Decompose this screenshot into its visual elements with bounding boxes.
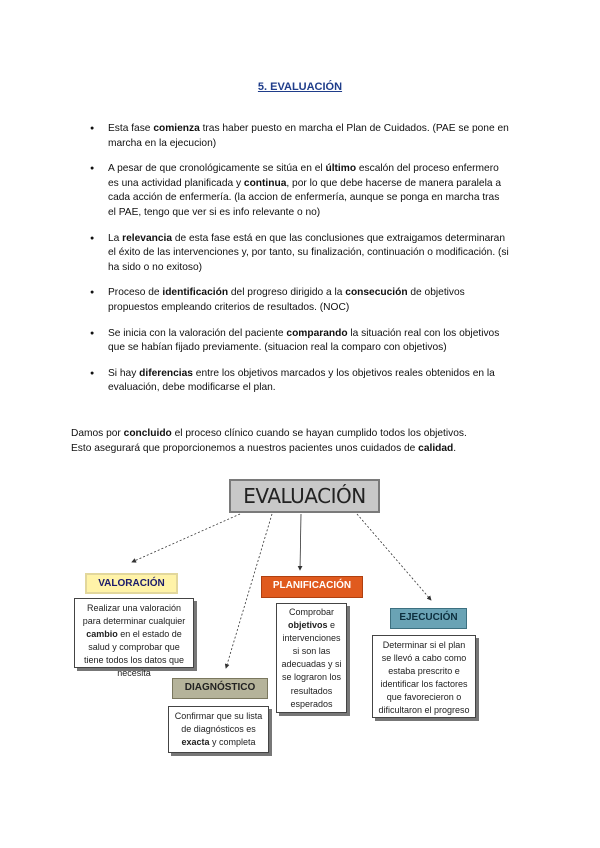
diagnostico-description: Confirmar que su lista de diagnósticos es exacta y completa — [168, 706, 269, 753]
valoracion-label: VALORACIÓN — [85, 573, 178, 594]
bullet-item: ● Proceso de identificación del progreso dirigido a la consecución de objetivos propuestos empleando criterios de resultados. (NOC) — [90, 286, 510, 315]
closing-line-1: Damos por concluido el proceso clínico cuando se hayan cumplido todos los objetivos. — [71, 428, 467, 439]
diagram-main-title: EVALUACIÓN — [229, 479, 380, 513]
valoracion-description: Realizar una valoración para determinar cualquier cambio en el estado de salud y comprobar que tiene todos los datos que necesita — [74, 598, 194, 668]
bullet-item: ● A pesar de que cronológicamente se sitúa en el último escalón del proceso enfermero es una actividad planificada y continua, por lo que debe hacerse de manera paralela a cada acción de enfermería. (la accion de enfermería, aunque se ponga en marcha tras el PAE, tengo que ver si es info relevante o no) — [90, 162, 510, 220]
bullet-item: ● Se inicia con la valoración del paciente comparando la situación real con los objetivos que se habían fijado previamente. (situacion real la comparo con objetivos) — [90, 327, 510, 356]
ejecucion-label: EJECUCIÓN — [390, 608, 467, 629]
arrow-to-valoracion — [132, 514, 240, 562]
arrow-to-planificacion — [300, 514, 301, 570]
diagnostico-label: DIAGNÓSTICO — [172, 678, 268, 699]
arrow-to-ejecucion — [357, 514, 431, 600]
bullet-item: ● Esta fase comienza tras haber puesto en marcha el Plan de Cuidados. (PAE se pone en marcha en la ejecucion) — [90, 122, 510, 151]
bullet-item: ● Si hay diferencias entre los objetivos marcados y los objetivos reales obtenidos en la evaluación, debe modificarse el plan. — [90, 367, 510, 396]
ejecucion-description: Determinar si el plan se llevó a cabo como estaba prescrito e identificar los factores que favorecieron o dificultaron el progreso — [372, 635, 476, 718]
closing-paragraph — [71, 426, 541, 456]
planificacion-label: PLANIFICACIÓN — [261, 576, 363, 598]
planificacion-description: Comprobar objetivos e intervenciones si son las adecuadas y si se lograron los resultados esperados — [276, 603, 347, 713]
section-title: 5. EVALUACIÓN — [257, 81, 343, 93]
closing-line-2: Esto asegurará que proporcionemos a nuestros pacientes unos cuidados de calidad. — [71, 443, 457, 454]
bullet-item: ● La relevancia de esta fase está en que las conclusiones que extraigamos determinaran el éxito de las intervenciones y, por tanto, su finalización, continuación o modificación. (si ha sido o no exitoso) — [90, 232, 510, 276]
bullet-list — [90, 122, 510, 407]
